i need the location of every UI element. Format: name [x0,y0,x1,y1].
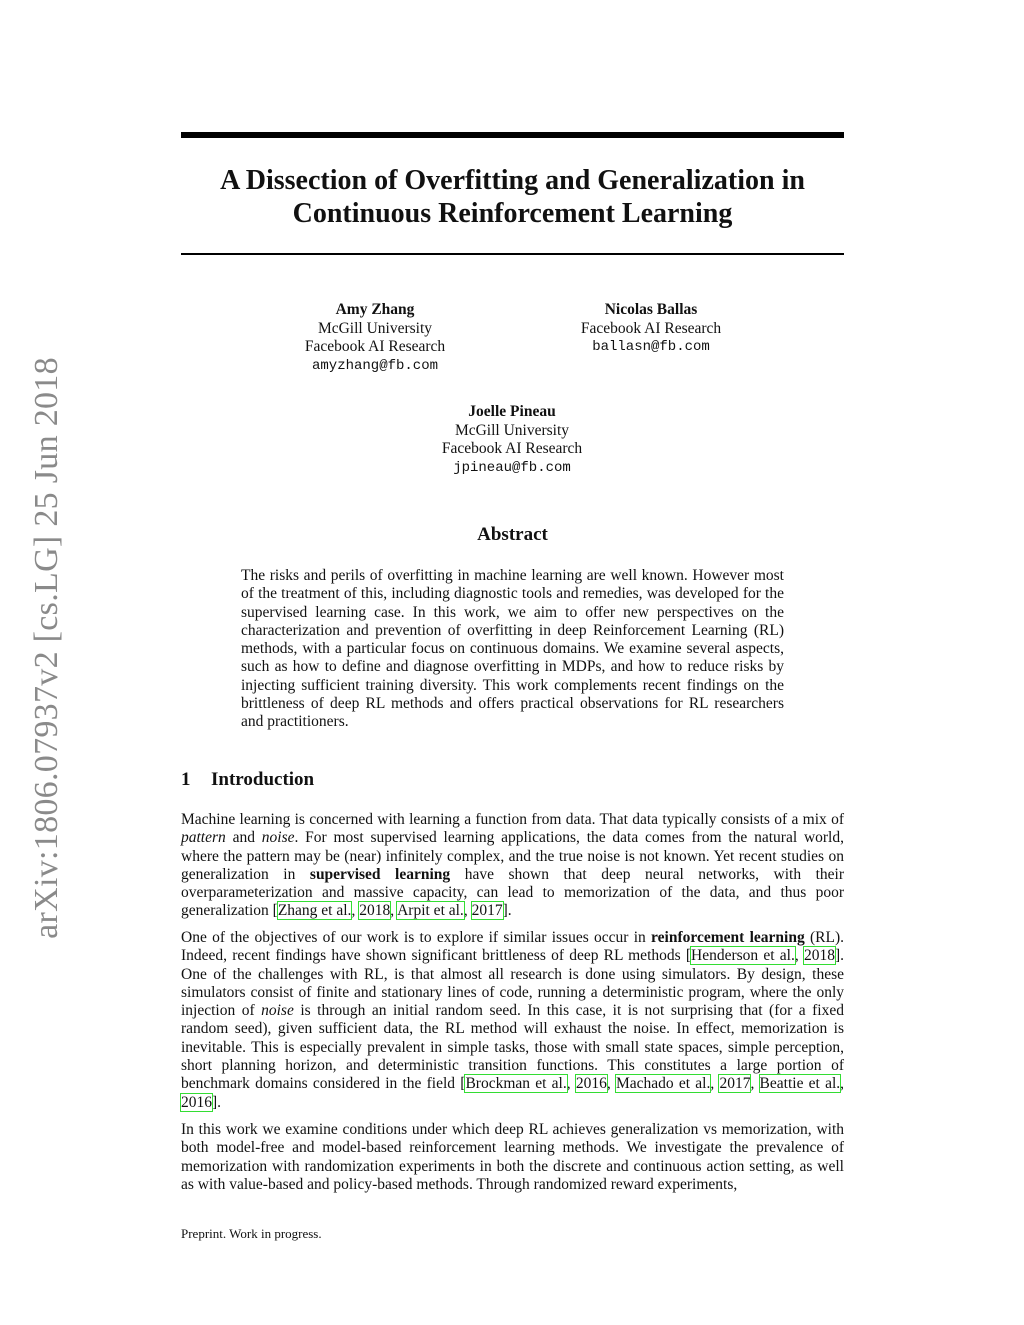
bold-reinforcement-learning: reinforcement learning [651,929,805,946]
bold-supervised-learning: supervised learning [309,865,451,883]
section-title: Introduction [211,769,315,790]
author-email[interactable]: jpineau@fb.com [453,459,571,476]
citation-link[interactable]: Arpit et al. [397,902,464,920]
author-name: Amy Zhang [335,301,415,318]
author-affiliation: McGill University [454,421,570,439]
emphasis-pattern: pattern [181,829,226,847]
paper-title: A Dissection of Overfitting and Generalization in Continuous Reinforcement Learning [220,165,805,229]
section-heading-introduction [181,769,314,791]
author-affiliation: Facebook AI Research [441,440,583,457]
citation-link[interactable]: Machado et al. [615,1075,711,1093]
citation-link[interactable]: 2018 [359,902,391,920]
citation-link[interactable]: Henderson et al. [691,947,795,965]
citation-link[interactable]: Beattie et al. [759,1075,841,1093]
author-affiliation: Facebook AI Research [304,338,446,355]
author-email[interactable]: ballasn@fb.com [592,339,710,355]
section-number: 1 [181,769,191,790]
citation-link[interactable]: 2017 [471,902,503,920]
citation-link[interactable]: Brockman et al. [465,1075,567,1093]
citation-link[interactable]: 2016 [181,1093,212,1111]
intro-paragraph-2: One of the objectives of our work is to explore if similar issues occur in reinforcement learning (RL). Indeed, recent findings have shown significant brittleness of deep RL methods [Henderson et al., 2018]. One of the challenges with RL, is that almost all research is done using simulators. By design, these simulators consist of finite and stationary lines of code, running a deterministic program, where the only injection of noise is through an initial random seed. In this case, it is not surprising that (for a fixed random seed), given sufficient data, the RL method will exhaust the noise. In effect, memorization is inevitable. This is especially prevalent in simple tasks, those with small state spaces, simple perception, short planning horizon, and deterministic transition functions. This constitutes a large portion of benchmark domains considered in the field [Brockman et al., 2016, Machado et al., 2017, Beattie et al., 2016]. [181,929,845,1111]
author-block-2 [521,301,781,357]
citation-link[interactable]: Zhang et al. [277,902,352,920]
abstract-heading: Abstract [477,524,548,545]
intro-paragraph-1: Machine learning is concerned with learning a function from data. That data typically consists of a mix of pattern and noise. For most supervised learning applications, the data comes from the natural world, where the pattern may be (near) infinitely complex, and the true noise is not known. Yet recent studies on generalization in supervised learning have shown that deep neural networks, with their overparameterization and massive capacity, can lead to memorization of the data, and thus poor generalization [Zhang et al., 2018, Arpit et al., 2017]. [181,811,845,920]
author-block-1 [245,301,505,375]
intro-paragraph-3: In this work we examine conditions under which deep RL achieves generalization vs memorization, with both model-free and model-based reinforcement learning methods. We investigate the prevalence of memorization with randomization experiments in both the discrete and continuous action setting, as well as with value-based and policy-based methods. Through randomized reward experiments, [181,1121,844,1193]
title-top-rule [181,132,844,138]
abstract-text: The risks and perils of overfitting in machine learning are well known. However most of the treatment of this, including diagnostic tools and remedies, was developed for the supervised learning case. In this work, we aim to offer new perspectives on the characterization and prevention of overfitting in deep Reinforcement Learning (RL) methods, with a particular focus on continuous domains. We examine several aspects, such as how to define and diagnose overfitting in MDPs, and how to reduce risks by injecting sufficient training diversity. This work complements recent findings on the brittleness of deep RL methods and offers practical observations for RL researchers and practitioners. [241,567,784,731]
citation-link[interactable]: 2018 [803,947,835,965]
citation-link[interactable]: 2016 [575,1075,607,1093]
arxiv-identifier: arXiv:1806.07937v2 [cs.LG] 25 Jun 2018 [28,357,65,939]
author-email[interactable]: amyzhang@fb.com [311,357,439,374]
emphasis-noise: noise [261,1002,294,1020]
emphasis-noise: noise [261,829,295,847]
author-affiliation: McGill University [317,319,433,337]
title-bottom-rule [181,253,844,255]
author-affiliation: Facebook AI Research [580,319,722,337]
citation-link[interactable]: 2017 [719,1075,751,1093]
author-name: Joelle Pineau [468,403,556,420]
author-block-3 [382,403,642,477]
author-name: Nicolas Ballas [604,301,698,318]
footer-note: Preprint. Work in progress. [181,1226,322,1241]
